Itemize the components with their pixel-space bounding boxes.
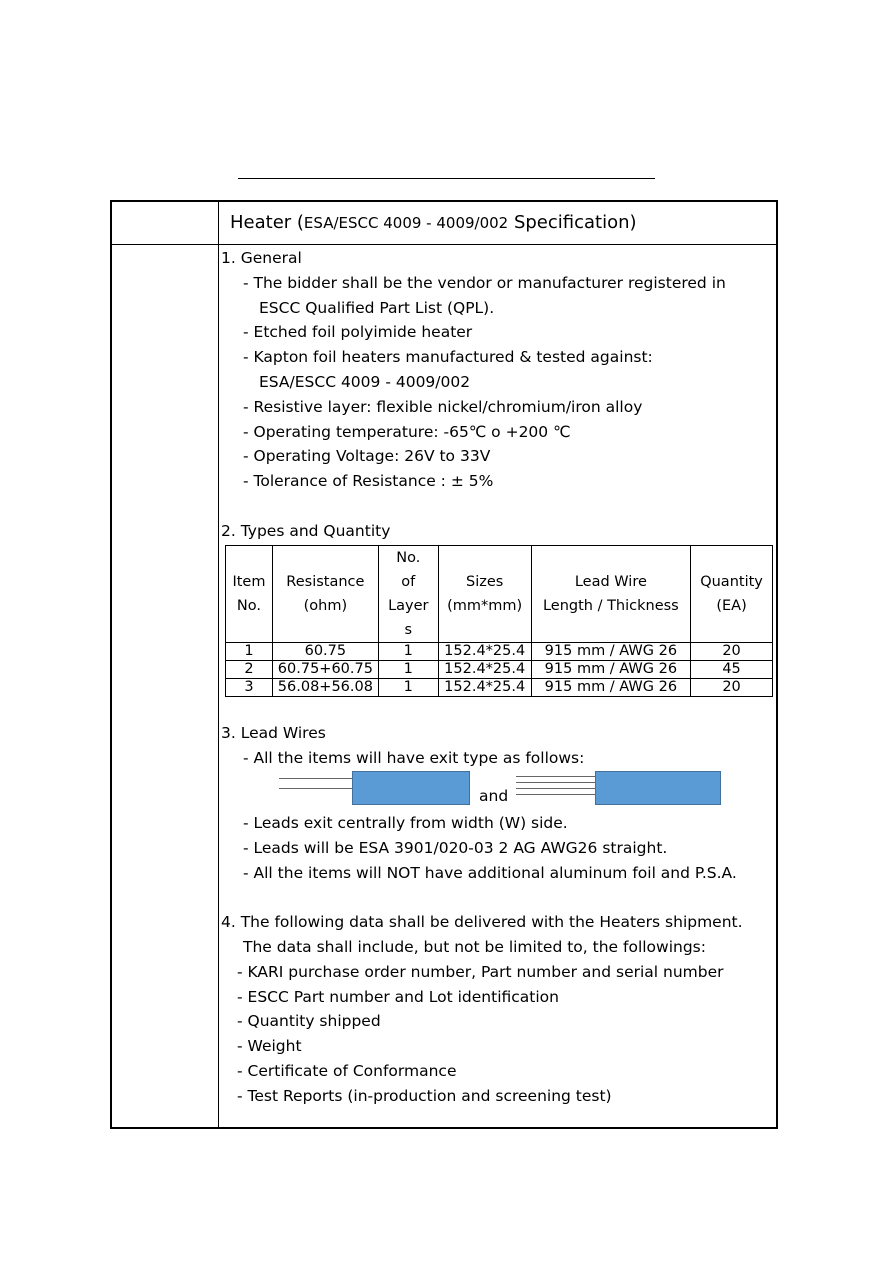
diagram-and-label: and [479, 786, 509, 805]
table-header-row [226, 545, 773, 642]
general-item: - Kapton foil heaters manufactured & tested against: [243, 348, 653, 367]
cell-lead-wire: 915 mm / AWG 26 [531, 660, 690, 678]
spec-table [110, 200, 778, 1129]
section-general-title: 1. General [221, 249, 302, 267]
cell-resistance: 60.75 [272, 642, 378, 660]
table-row [226, 642, 773, 660]
cell-sizes: 152.4*25.4 [438, 660, 531, 678]
deliverables-item: - Quantity shipped [237, 1012, 381, 1031]
title-underline [238, 178, 655, 179]
heading-main: Heater ( [230, 212, 304, 233]
deliverables-subtitle: The data shall include, but not be limited to, the followings: [243, 937, 706, 956]
lead-wire-line [516, 794, 596, 795]
deliverables-item: - Weight [237, 1037, 302, 1056]
cell-item-no: 1 [226, 642, 273, 660]
lead-wire-line [279, 778, 353, 779]
general-item: - Tolerance of Resistance : ± 5% [243, 472, 494, 491]
spec-content [221, 246, 772, 1109]
deliverables-item: - Certificate of Conformance [237, 1061, 457, 1080]
lead-wires-intro: - All the items will have exit type as follows: [243, 749, 585, 768]
table-row [226, 660, 773, 678]
cell-quantity: 45 [691, 660, 773, 678]
exit-type-diagram [221, 771, 772, 811]
spec-heading [230, 212, 637, 233]
cell-item-no: 3 [226, 678, 273, 696]
row-divider [112, 244, 776, 245]
lead-wire-line [279, 788, 353, 789]
header-quantity: Quantity (EA) [691, 545, 773, 642]
general-item: - Resistive layer: flexible nickel/chromium/iron alloy [243, 397, 643, 416]
cell-quantity: 20 [691, 678, 773, 696]
cell-lead-wire: 915 mm / AWG 26 [531, 642, 690, 660]
header-sizes: Sizes (mm*mm) [438, 545, 531, 642]
lead-wires-item: - Leads will be ESA 3901/020-03 2 AG AWG26 straight. [243, 838, 668, 857]
general-item: - The bidder shall be the vendor or manufacturer registered in [243, 273, 726, 292]
general-item: - Operating Voltage: 26V to 33V [243, 447, 491, 466]
cell-layers: 1 [378, 678, 438, 696]
header-layers: No. of Layer s [378, 545, 438, 642]
cell-layers: 1 [378, 642, 438, 660]
table-row [226, 678, 773, 696]
deliverables-item: - KARI purchase order number, Part number and serial number [237, 962, 724, 981]
heater-element-double-exit [595, 771, 721, 805]
deliverables-item: - Test Reports (in-production and screening test) [237, 1086, 612, 1105]
header-resistance: Resistance (ohm) [272, 545, 378, 642]
cell-sizes: 152.4*25.4 [438, 642, 531, 660]
heading-tail: Specification) [508, 212, 637, 233]
lead-wire-line [516, 782, 596, 783]
cell-item-no: 2 [226, 660, 273, 678]
section-lead-wires-title: 3. Lead Wires [221, 724, 326, 743]
lead-wire-line [516, 788, 596, 789]
header-item-no: Item No. [226, 545, 273, 642]
heater-element-single-exit [352, 771, 470, 805]
cell-quantity: 20 [691, 642, 773, 660]
column-divider [218, 202, 219, 1127]
section-types-title: 2. Types and Quantity [221, 521, 391, 540]
cell-layers: 1 [378, 660, 438, 678]
cell-lead-wire: 915 mm / AWG 26 [531, 678, 690, 696]
cell-resistance: 60.75+60.75 [272, 660, 378, 678]
cell-sizes: 152.4*25.4 [438, 678, 531, 696]
general-item: - Etched foil polyimide heater [243, 323, 473, 342]
deliverables-item: - ESCC Part number and Lot identification [237, 987, 559, 1006]
general-item: - Operating temperature: -65℃ o +200 ℃ [243, 422, 571, 441]
lead-wires-item: - All the items will NOT have additional aluminum foil and P.S.A. [243, 863, 737, 882]
lead-wire-line [516, 776, 596, 777]
general-item: ESCC Qualified Part List (QPL). [259, 298, 495, 317]
cell-resistance: 56.08+56.08 [272, 678, 378, 696]
lead-wires-item: - Leads exit centrally from width (W) side. [243, 813, 568, 832]
header-lead-wire: Lead Wire Length / Thickness [531, 545, 690, 642]
section-deliverables-title: 4. The following data shall be delivered with the Heaters shipment. [221, 913, 743, 932]
general-item: ESA/ESCC 4009 - 4009/002 [259, 372, 471, 391]
heading-spec: ESA/ESCC 4009 - 4009/002 [303, 214, 509, 232]
quantity-table [225, 545, 773, 697]
